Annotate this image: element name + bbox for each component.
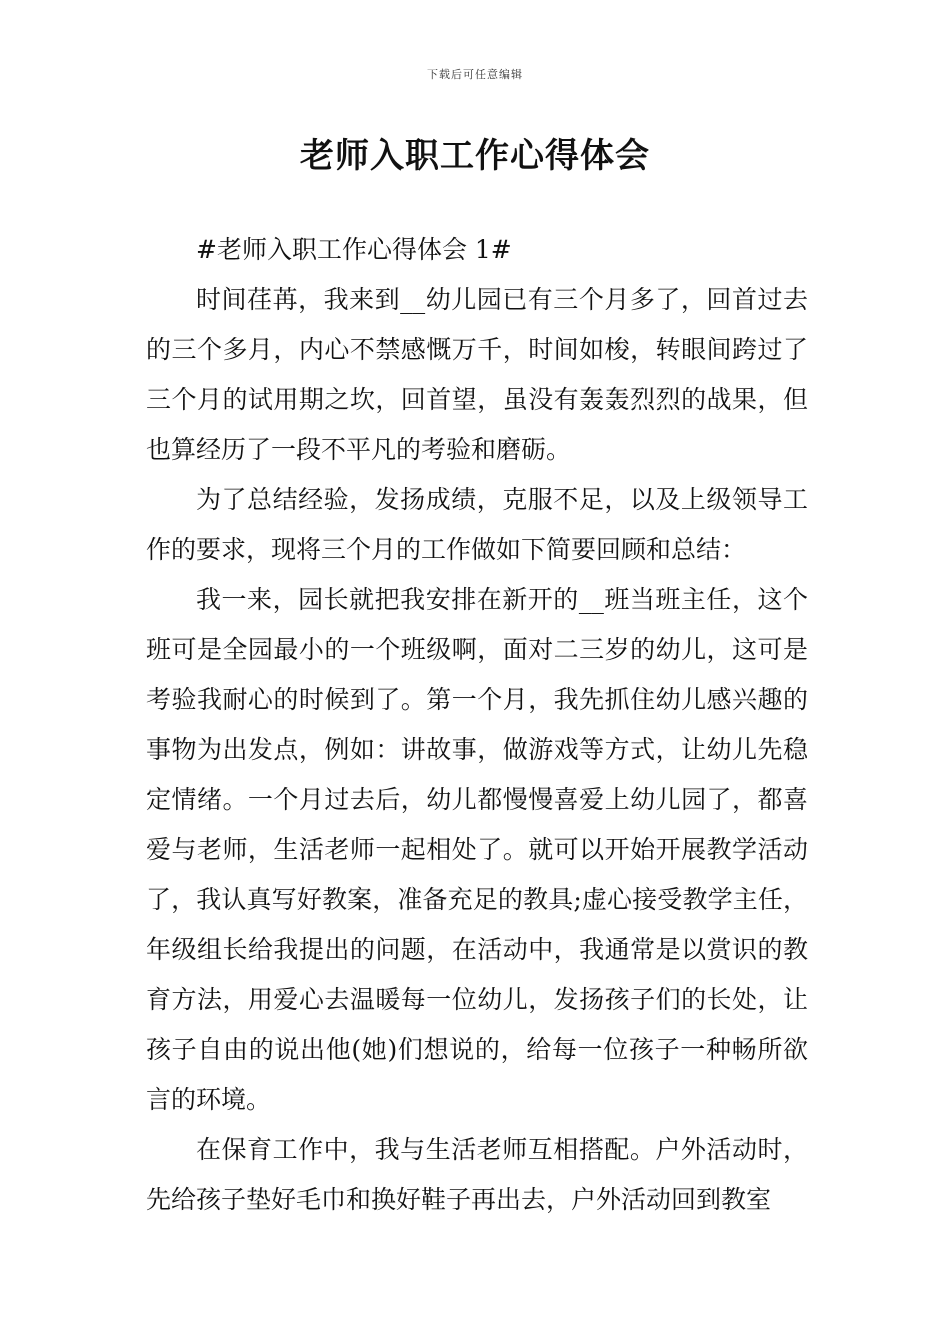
header-note: 下载后可任意编辑 — [427, 68, 523, 81]
document-body — [146, 225, 808, 1225]
section-heading: #老师入职工作心得体会 1# — [196, 235, 512, 264]
paragraph: 为了总结经验，发扬成绩，克服不足，以及上级领导工作的要求，现将三个月的工作做如下简要回顾和总结： — [146, 485, 808, 564]
paragraph: 我一来，园长就把我安排在新开的__班当班主任，这个班可是全园最小的一个班级啊，面对二三岁的幼儿，这可是考验我耐心的时候到了。第一个月，我先抓住幼儿感兴趣的事物为出发点，例如：讲故事，做游戏等方式，让幼儿先稳定情绪。一个月过去后，幼儿都慢慢喜爱上幼儿园了，都喜爱与老师，生活老师一起相处了。就可以开始开展教学活动了，我认真写好教案，准备充足的教具;虚心接受教学主任，年级组长给我提出的问题，在活动中，我通常是以赏识的教育方法，用爱心去温暖每一位幼儿，发扬孩子们的长处，让孩子自由的说出他(她)们想说的，给每一位孩子一种畅所欲言的环境。 — [146, 585, 808, 1114]
paragraph: 在保育工作中，我与生活老师互相搭配。户外活动时，先给孩子垫好毛巾和换好鞋子再出去，户外活动回到教室 — [146, 1135, 808, 1214]
page-title: 老师入职工作心得体会 — [300, 136, 650, 176]
paragraph: 时间荏苒，我来到__幼儿园已有三个月多了，回首过去的三个多月，内心不禁感慨万千，时间如梭，转眼间跨过了三个月的试用期之坎，回首望，虽没有轰轰烈烈的战果，但也算经历了一段不平凡的考验和磨砺。 — [146, 285, 808, 464]
